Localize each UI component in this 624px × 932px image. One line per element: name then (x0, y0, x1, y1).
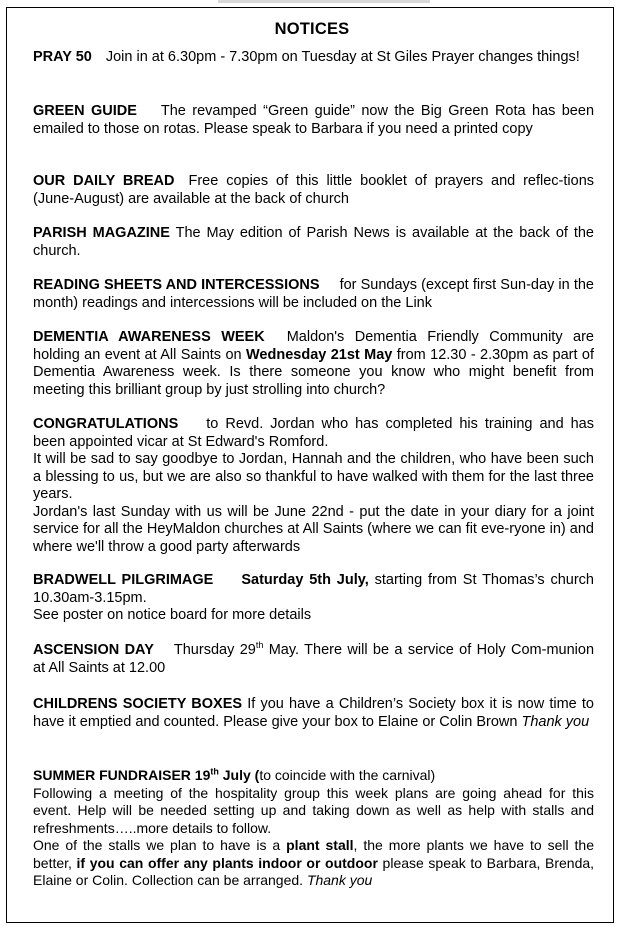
notice-text: May. There will be a service of Holy Com-munion at All Saints at 12.00 (33, 642, 595, 676)
notice-text: please speak to Barbara, Brenda, Elaine or Colin. Collection can be arranged. (33, 854, 595, 888)
event-date: Saturday 5th July, (241, 572, 369, 588)
notice-text: for Sundays (except first Sun-day in the month) readings and intercessions will be included on the Link (33, 277, 594, 311)
notice-childrens-society (33, 696, 594, 731)
plant-offer-text: if you can offer any plants indoor or outdoor (76, 854, 378, 871)
plant-stall-text: plant stall (286, 837, 354, 853)
notice-pray50 (33, 49, 594, 67)
page-title: NOTICES (274, 20, 350, 38)
notice-reading-sheets (33, 277, 594, 312)
notice-text: to Revd. Jordan who has completed his training and has been appointed vicar at St Edward's Romford. (33, 416, 594, 450)
ordinal-suffix: th (255, 640, 264, 651)
notice-text: The May edition of Parish News is available at the back of the church. (33, 225, 594, 259)
notice-text: If you have a Children’s Society box it is now time to have it emptied and counted. Please give your box to Elaine or Colin Brown (33, 696, 594, 730)
notice-label: CONGRATULATIONS (33, 416, 179, 432)
notice-text: The revamped “Green guide” now the Big Green Rota has been emailed to those on rotas. Please speak to Barbara if you need a printed copy (33, 103, 595, 137)
notice-text: from 12.30 - 2.30pm as part of Dementia Awareness week. Is there someone you know who might benefit from meeting this brilliant group by just strolling into church? (33, 346, 595, 398)
event-date: Wednesday 21st May (246, 346, 393, 363)
thank-you-text: Thank you (521, 713, 590, 730)
notice-text: , the more plants we have to sell the better, (33, 837, 594, 871)
notice-label: SUMMER FUNDRAISER 19 (33, 767, 211, 783)
notice-congratulations (33, 416, 594, 556)
notice-text: Free copies of this little booklet of prayers and reflec-tions (June-August) are available at the back of church (33, 173, 595, 207)
notice-label: OUR DAILY BREAD (33, 173, 175, 189)
notice-label: BRADWELL PILGRIMAGE (33, 572, 214, 588)
notice-daily-bread (33, 173, 594, 208)
notice-label: PARISH MAGAZINE (33, 225, 170, 241)
notice-label: DEMENTIA AWARENESS WEEK (33, 329, 265, 345)
notice-paragraph: Following a meeting of the hospitality group this week plans are going ahead for this event. Help will be needed setting up and taking down as well as help with stalls and refreshments…..more details to follow. (33, 784, 594, 836)
notice-paragraph: See poster on notice board for more details (33, 607, 312, 623)
notice-green-guide (33, 103, 594, 138)
notice-summer-fundraiser (33, 767, 594, 890)
notice-text: Maldon's Dementia Friendly Community are holding an event at All Saints on (33, 329, 594, 363)
ordinal-suffix: th (210, 766, 219, 777)
notice-text: Join in at 6.30pm - 7.30pm on Tuesday at St Giles Prayer changes things! (105, 49, 580, 65)
notice-label: ASCENSION DAY (33, 642, 154, 658)
notice-ascension (33, 642, 594, 677)
thank-you-text: Thank you (306, 872, 373, 888)
notice-text: starting from St Thomas’s church 10.30am-3.15pm. (33, 572, 595, 606)
notice-label-end: July ( (222, 767, 260, 783)
notice-label: CHILDRENS SOCIETY BOXES (33, 696, 243, 712)
notice-text: to coincide with the carnival) (259, 767, 436, 783)
top-edge-shadow (218, 0, 430, 3)
notice-label: PRAY 50 (33, 49, 92, 65)
notice-paragraph: Jordan's last Sunday with us will be June 22nd - put the date in your diary for a joint service for all the HeyMaldon churches at All Saints (where we can fit eve-ryone in) and where we'll throw a good party afterwards (33, 503, 594, 555)
notice-label: GREEN GUIDE (33, 103, 137, 119)
notice-text: One of the stalls we plan to have is a (33, 837, 281, 853)
notice-text: Thursday 29 (173, 642, 256, 658)
notice-parish-magazine (33, 225, 594, 260)
notice-dementia (33, 329, 594, 399)
notice-bradwell (33, 572, 594, 625)
notice-paragraph: It will be sad to say goodbye to Jordan, Hannah and the children, who have been such a blessing to us, but we are also so thankful to have walked with them for the last three years. (33, 451, 594, 502)
notice-label: READING SHEETS AND INTERCESSIONS (33, 277, 320, 293)
